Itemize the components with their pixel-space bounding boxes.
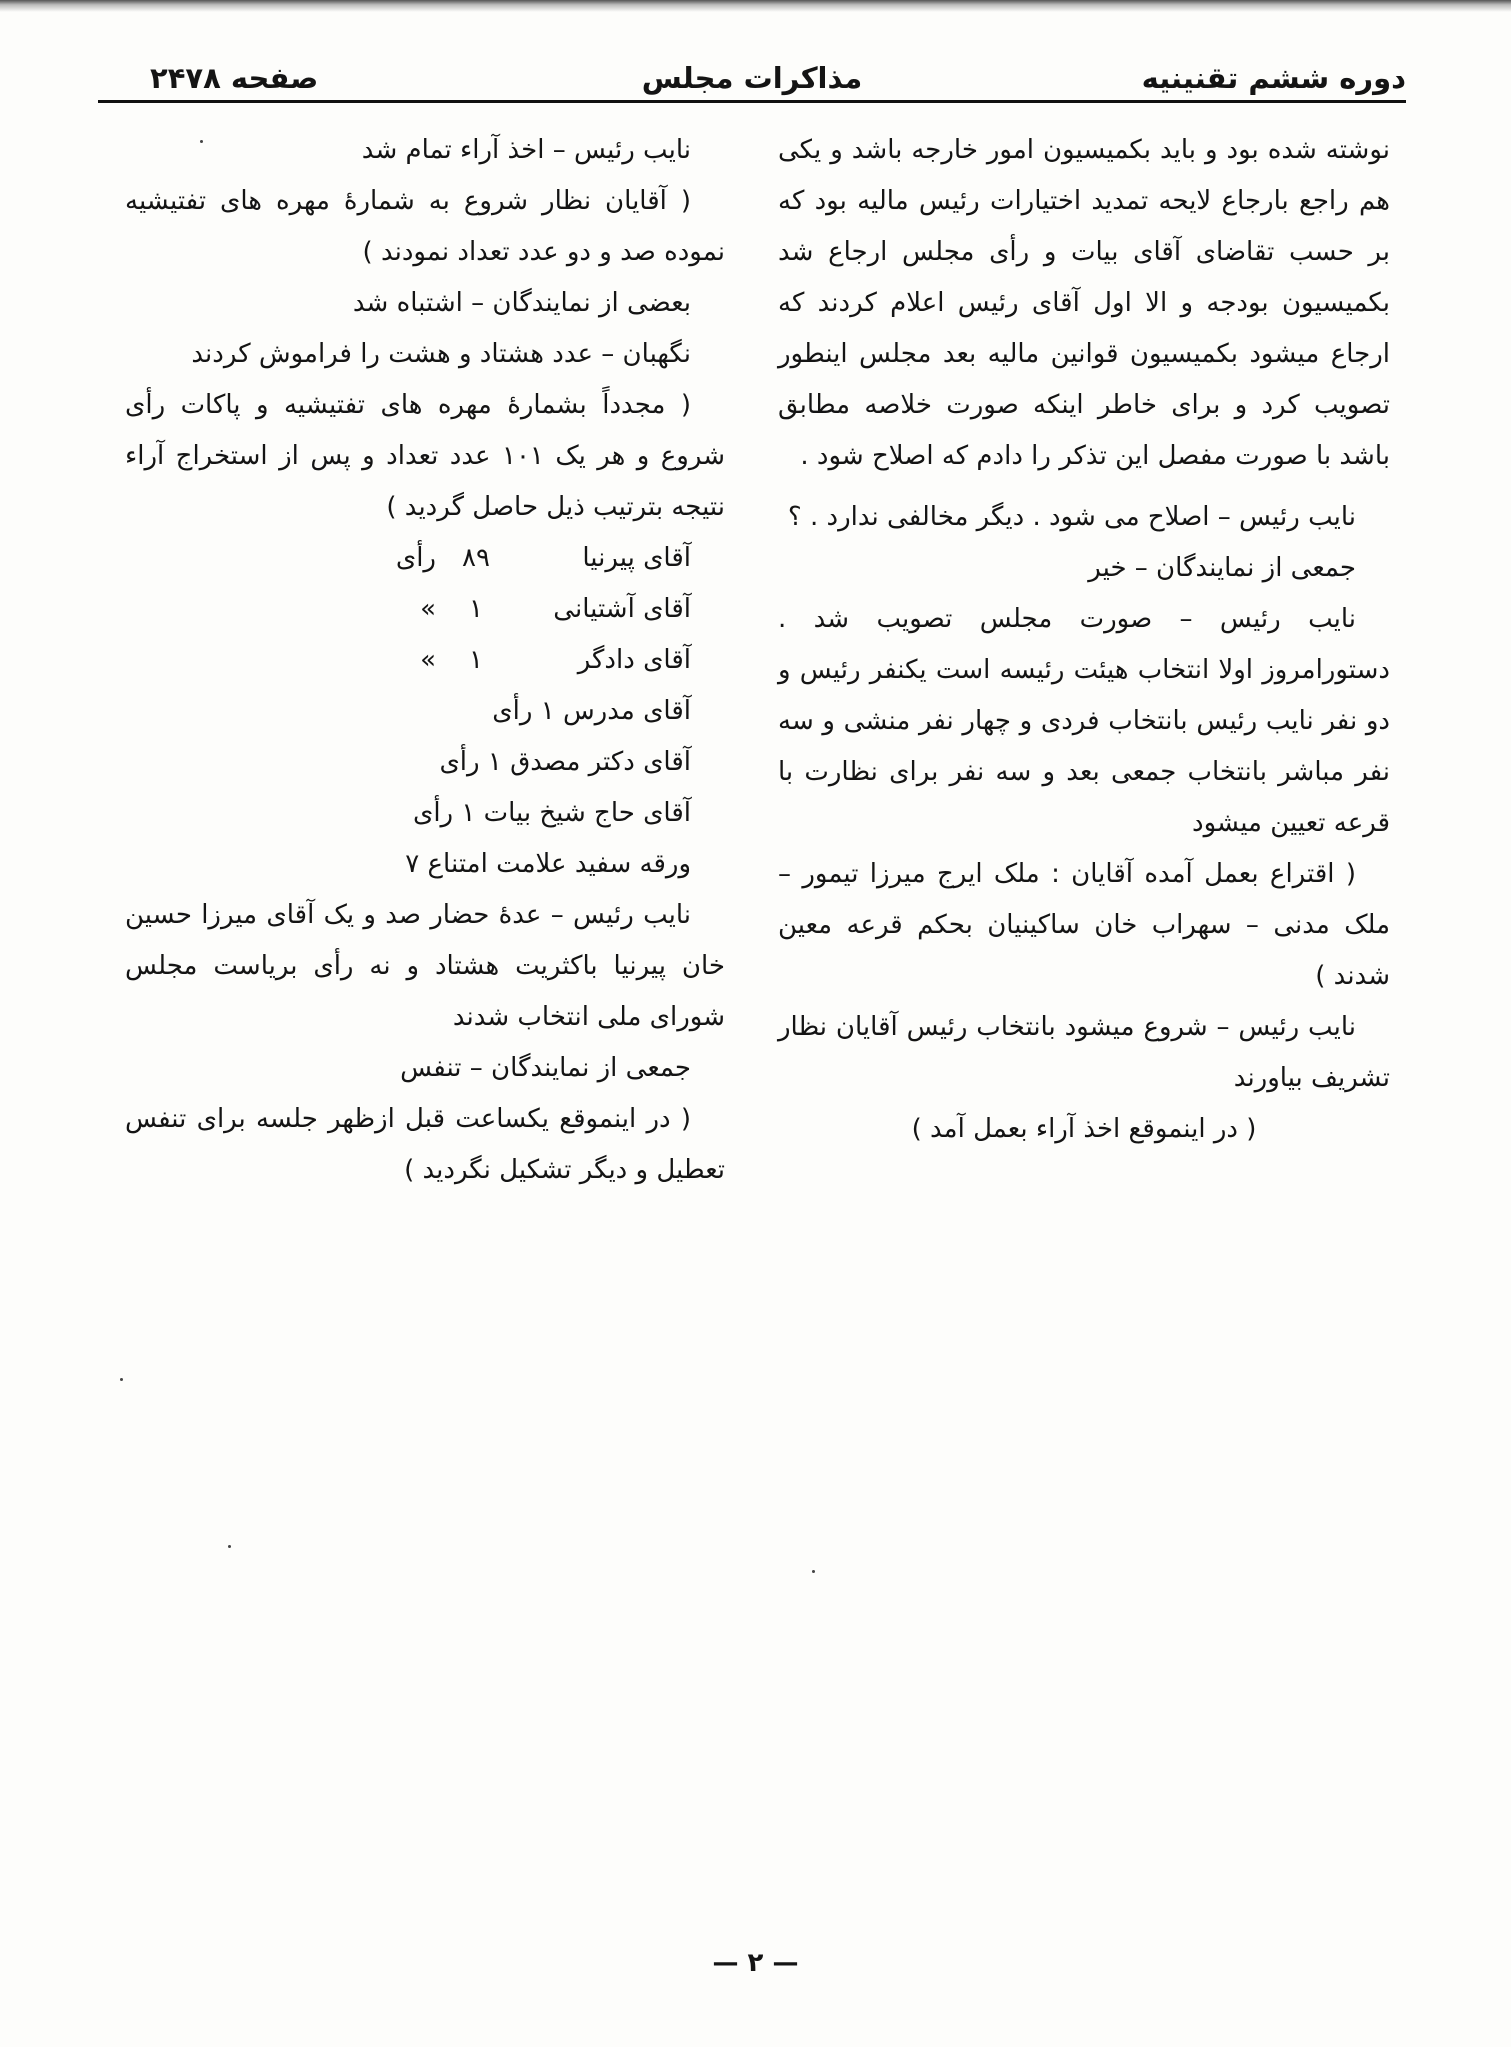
candidate-name: آقای دکتر مصدق [510, 747, 691, 777]
paragraph: ( آقایان نظار شروع به شمارهٔ مهره های تفتیشیه نموده صد و دو عدد تعداد نمودند ) [125, 186, 725, 267]
publication-title: مذاکرات مجلس [641, 61, 863, 95]
vote-count: ۱ [469, 594, 483, 624]
paragraph: ( اقتراع بعمل آمده آقایان : ملک ایرج میرزا تیمور – ملک مدنی – سهراب خان ساکینیان بحکم قرعه معین شدند ) [778, 859, 1390, 991]
vote-row [125, 839, 725, 890]
header-rule [98, 100, 1406, 103]
vote-row [125, 737, 725, 788]
vote-unit: رأی [395, 543, 436, 573]
candidate-name: آقای حاج شیخ بیات [483, 798, 691, 828]
page-number: — ۲ — [712, 1948, 799, 1978]
candidate-name: آقای دادگر [577, 645, 691, 675]
right-column [778, 125, 1390, 1155]
paragraph: نایب رئیس – اصلاح می شود . دیگر مخالفی ندارد . ؟ [787, 502, 1356, 532]
scan-speck [228, 1545, 231, 1548]
session-label: دوره ششم تقنینیه [1141, 61, 1406, 95]
paragraph: ( مجدداً بشمارهٔ مهره های تفتیشیه و پاکات رأی شروع و هر یک ۱۰۱ عدد تعداد و پس از استخراج آراء نتیجه بترتیب ذیل حاصل گردید ) [125, 390, 725, 522]
paragraph: نایب رئیس – صورت مجلس تصویب شد . دستورامروز اولا انتخاب هیئت رئیسه است یکنفر رئیس و دو نفر نایب رئیس بانتخاب فردی و چهار نفر منشی و سه نفر مباشر بانتخاب جمعی بعد و سه نفر برای نظارت با قرعه تعیین میشود [778, 604, 1390, 838]
paragraph: نایب رئیس – عدهٔ حضار صد و یک آقای میرزا حسین خان پیرنیا باکثریت هشتاد و نه رأی بریاست مجلس شورای ملی انتخاب شدند [125, 900, 725, 1032]
paragraph: ( در اینموقع یکساعت قبل ازظهر جلسه برای تنفس تعطیل و دیگر تشکیل نگردید ) [125, 1104, 725, 1185]
vote-count: ۷ [405, 849, 420, 879]
page-label: صفحه ۲۴۷۸ [150, 61, 319, 95]
page-header [98, 55, 1406, 103]
vote-unit: » [420, 645, 436, 675]
candidate-name: ورقه سفید علامت امتناع [427, 849, 691, 879]
vote-unit: رأی [492, 696, 533, 726]
vote-count: ۱ [540, 696, 555, 726]
vote-row [125, 686, 725, 737]
scan-edge [0, 0, 1511, 12]
paragraph: جمعی از نمایندگان – تنفس [400, 1053, 691, 1083]
scan-speck [120, 1378, 123, 1381]
vote-unit: » [420, 594, 436, 624]
paragraph: ( در اینموقع اخذ آراء بعمل آمد ) [911, 1114, 1257, 1144]
vote-count: ۱ [487, 747, 502, 777]
left-column [125, 125, 725, 1196]
vote-row [125, 533, 725, 584]
paragraph: نایب رئیس – اخذ آراء تمام شد [361, 135, 691, 165]
vote-count: ۱ [469, 645, 483, 675]
paragraph: بعضی از نمایندگان – اشتباه شد [352, 288, 691, 318]
vote-results [125, 533, 725, 890]
scan-speck [200, 140, 203, 143]
vote-count: ۱ [461, 798, 476, 828]
candidate-name: آقای مدرس [562, 696, 691, 726]
paragraph: نگهبان – عدد هشتاد و هشت را فراموش کردند [191, 339, 691, 369]
scan-speck [812, 1570, 815, 1573]
vote-unit: رأی [439, 747, 480, 777]
vote-row [125, 635, 725, 686]
vote-row [125, 584, 725, 635]
vote-unit: رأی [412, 798, 454, 828]
vote-row [125, 788, 725, 839]
vote-count: ۸۹ [462, 543, 490, 573]
paragraph: نایب رئیس – شروع میشود بانتخاب رئیس آقایان نظار تشریف بیاورند [778, 1012, 1390, 1093]
paragraph: نوشته شده بود و باید بکمیسیون امور خارجه باشد و یکی هم راجع بارجاع لایحه تمدید اختیارات رئیس مالیه بود که بر حسب تقاضای آقای بیات و رأی مجلس ارجاع شد بکمیسیون بودجه و الا اول آقای رئیس اعلام کردند که ارجاع میشود بکمیسیون قوانین مالیه بعد مجلس اینطور تصویب کرد و برای خاطر اینکه صورت خلاصه مطابق باشد با صورت مفصل این تذکر را دادم که اصلاح شود . [778, 135, 1390, 471]
candidate-name: آقای آشتیانی [553, 594, 691, 624]
paragraph: جمعی از نمایندگان – خیر [1088, 553, 1356, 583]
candidate-name: آقای پیرنیا [582, 543, 691, 573]
